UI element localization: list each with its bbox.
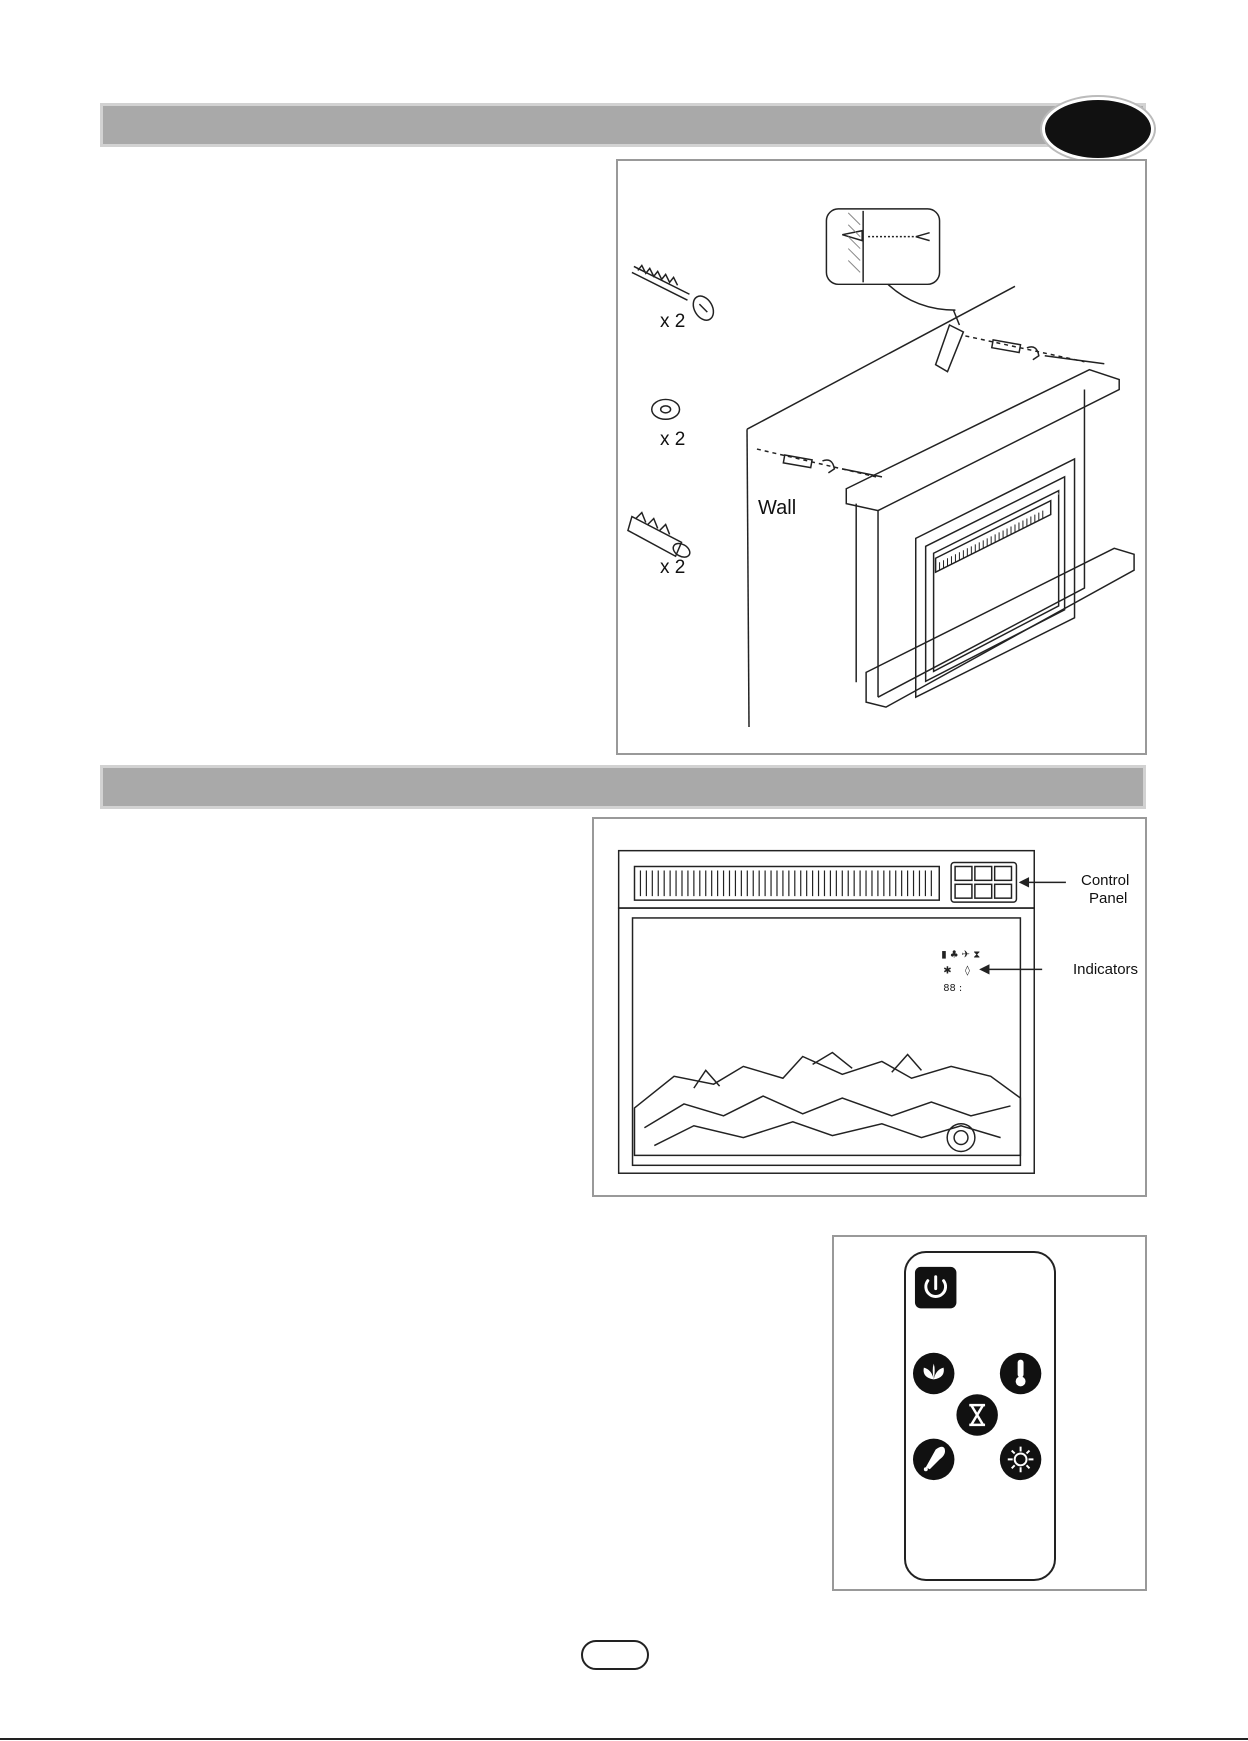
svg-text:▮ ♣ ✈ ⧗: ▮ ♣ ✈ ⧗: [941, 949, 981, 961]
control-panel-label-2: Panel: [1089, 890, 1128, 907]
wall-label: Wall: [758, 497, 797, 519]
language-badge: [1042, 97, 1154, 161]
section-header-installation: [100, 103, 1146, 147]
brightness-icon: [1000, 1439, 1041, 1480]
indicator-symbols: [941, 950, 980, 995]
figure-control-panel: [592, 817, 1147, 1197]
control-panel-label-1: Control: [1081, 872, 1130, 889]
bottom-rule: [0, 1738, 1248, 1740]
fireplace-insert-illustration: [594, 819, 1145, 1195]
page-number-badge: [581, 1640, 649, 1670]
flame-icon: [913, 1353, 954, 1394]
thermometer-icon: [1000, 1353, 1041, 1394]
figure-remote-control: [832, 1235, 1147, 1591]
remote-buttons: [834, 1237, 1145, 1589]
timer-icon: [956, 1394, 997, 1435]
washer-qty-label: x 2: [660, 429, 686, 450]
indicators-label: Indicators: [1073, 961, 1139, 978]
svg-text:✱: ✱: [943, 965, 952, 977]
rocket-icon: [913, 1439, 954, 1480]
screw-qty-label: x 2: [660, 311, 686, 332]
figure-wall-mounting: [616, 159, 1147, 755]
svg-text:◊: ◊: [964, 965, 970, 977]
power-icon: [915, 1267, 956, 1308]
section-header-operation: [100, 765, 1146, 809]
wall-plug-qty-label: x 2: [660, 557, 686, 578]
wall-plug-icon: [628, 513, 692, 560]
svg-text:88 :: 88 :: [943, 983, 963, 995]
washer-icon: [652, 399, 680, 419]
wall-mounting-illustration: [618, 161, 1145, 753]
